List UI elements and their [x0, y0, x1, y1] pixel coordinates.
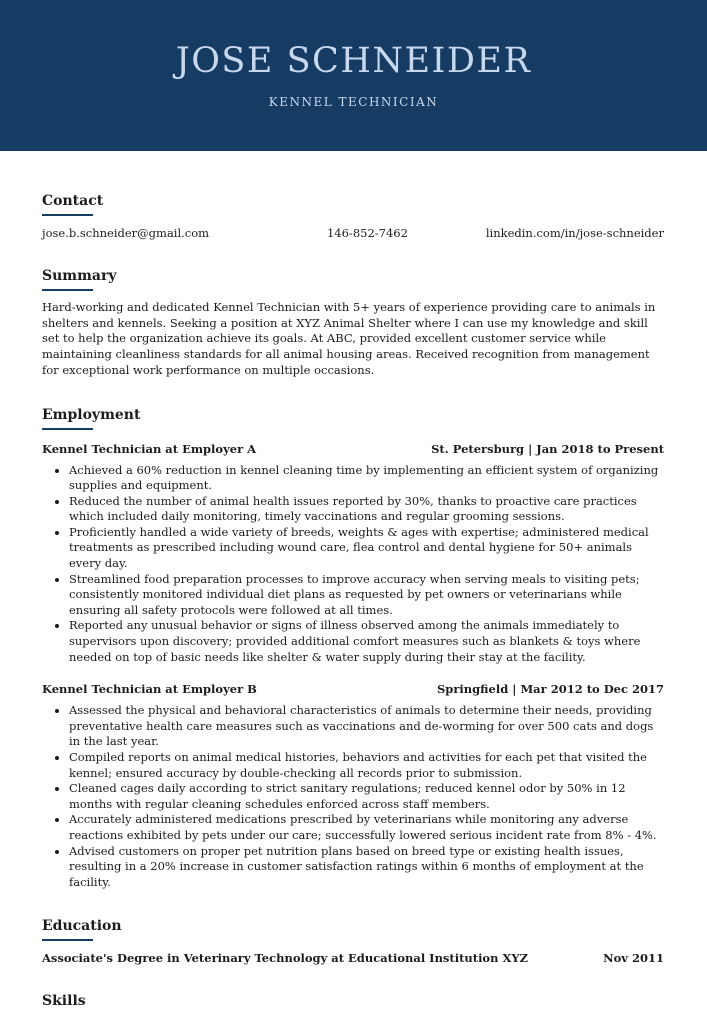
job-title: Kennel Technician at Employer A	[42, 441, 257, 456]
job-bullets	[42, 463, 664, 666]
job-bullet: • Compiled reports on animal medical histories, behaviors and activities for each pet that visited the kennel; ensured accuracy by double-checking all records prior to submission.	[69, 750, 664, 781]
employment-heading: Employment	[42, 406, 141, 423]
candidate-name: JOSE SCHNEIDER	[175, 41, 532, 81]
education-section	[42, 918, 664, 965]
section-underline	[42, 939, 93, 941]
employment-section	[42, 407, 664, 891]
contact-row	[42, 226, 664, 240]
job-entry	[42, 682, 664, 890]
job-bullet: • Streamlined food preparation processes to improve accuracy when serving meals to visiting pets; consistently monitored individual diet plans as requested by pet owners or veterinarians while ensuring all safety protocols were followed at all times.	[69, 572, 664, 619]
job-bullet: • Achieved a 60% reduction in kennel cleaning time by implementing an efficient system of organizing supplies and equipment.	[69, 463, 664, 494]
job-bullet: • Assessed the physical and behavioral characteristics of animals to determine their needs, providing preventative health care measures such as vaccinations and de-worming for over 500 cats and dogs in the last year.	[69, 703, 664, 750]
job-meta: St. Petersburg | Jan 2018 to Present	[431, 441, 664, 456]
education-date: Nov 2011	[603, 951, 664, 966]
summary-section	[42, 268, 664, 379]
job-entry	[42, 442, 664, 666]
contact-phone[interactable]: 146-852-7462	[326, 226, 408, 240]
job-meta: Springfield | Mar 2012 to Dec 2017	[437, 682, 664, 697]
contact-linkedin[interactable]: linkedin.com/in/jose-schneider	[485, 226, 664, 240]
education-row	[42, 951, 664, 965]
job-bullet: • Reported any unusual behavior or signs of illness observed among the animals immediately to supervisors upon discovery; provided additional comfort measures such as blankets & toys where needed on top of basic needs like shelter & water supply during their stay at the facility.	[69, 618, 664, 665]
job-title: Kennel Technician at Employer B	[42, 682, 257, 697]
skills-heading: Skills	[42, 993, 86, 1009]
resume-header	[0, 0, 707, 151]
job-bullet: • Advised customers on proper pet nutrition plans based on breed type or existing health issues, resulting in a 20% increase in customer satisfaction ratings within 6 months of employment at the facility.	[69, 844, 664, 891]
resume-body	[0, 193, 707, 1009]
contact-email[interactable]: jose.b.schneider@gmail.com	[42, 226, 210, 240]
section-underline	[42, 428, 93, 430]
job-bullets	[42, 703, 664, 890]
summary-heading: Summary	[42, 268, 117, 284]
job-bullet: • Cleaned cages daily according to strict sanitary regulations; reduced kennel odor by 50% in 12 months with regular cleaning schedules enforced across staff members.	[69, 781, 664, 812]
skills-section	[42, 993, 664, 1009]
job-bullet: • Proficiently handled a wide variety of breeds, weights & ages with expertise; administered medical treatments as prescribed including wound care, flea control and dental hygiene for 50+ animals every day.	[69, 525, 664, 572]
candidate-title: KENNEL TECHNICIAN	[268, 95, 439, 109]
section-underline	[42, 214, 93, 216]
job-bullet: • Reduced the number of animal health issues reported by 30%, thanks to proactive care practices which included daily monitoring, timely vaccinations and regular grooming sessions.	[69, 494, 664, 525]
summary-text: Hard-working and dedicated Kennel Technician with 5+ years of experience providing care to animals in shelters and kennels. Seeking a position at XYZ Animal Shelter where I can use my knowledge and skill set to help the organization achieve its goals. At ABC, provided excellent customer service while maintaining cleanliness standards for all animal housing areas. Received recognition from management for exceptional work performance on multiple occasions.	[42, 300, 656, 377]
section-underline	[42, 289, 93, 291]
job-bullet: • Accurately administered medications prescribed by veterinarians while monitoring any adverse reactions exhibited by pets under our care; successfully lowered serious incident rate from 8% - 4%.	[69, 812, 664, 843]
contact-heading: Contact	[42, 193, 104, 209]
job-header	[42, 442, 664, 456]
job-header	[42, 682, 664, 696]
education-degree: Associate's Degree in Veterinary Technology at Educational Institution XYZ	[42, 951, 528, 966]
education-heading: Education	[42, 918, 122, 935]
contact-section	[42, 193, 664, 240]
